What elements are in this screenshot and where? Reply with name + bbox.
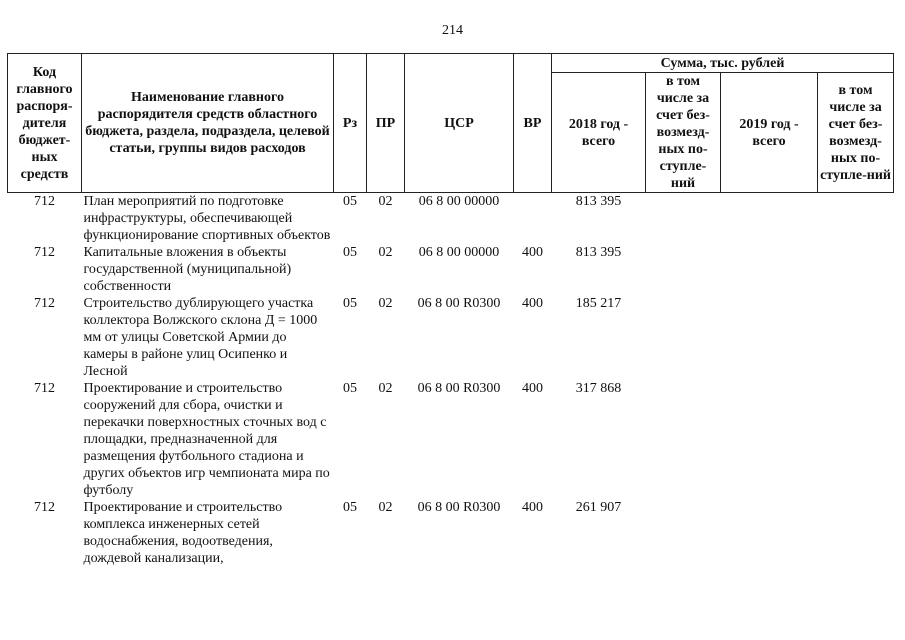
header-gratuitous-2019: в том числе за счет без-возмезд-ных по-ступле-ний (818, 73, 894, 193)
cell-sum-2019 (721, 380, 818, 499)
cell-rz: 05 (343, 245, 357, 260)
cell-gratuitous-2019 (818, 499, 894, 567)
cell-csr: 06 8 00 R0300 (417, 296, 501, 311)
table-row (8, 499, 894, 567)
cell-name: Проектирование и строительство сооружений для сбора, очистки и перекачки поверхностных сточных вод с площадки, предназначенной для размещения футбольного стадиона и других объектов игр чемпионата мира по футболу (83, 381, 330, 498)
cell-csr: 06 8 00 R0300 (417, 500, 501, 515)
cell-csr: 06 8 00 00000 (418, 245, 500, 260)
cell-sum-2018: 813 395 (575, 245, 622, 260)
cell-code: 712 (34, 245, 55, 260)
header-sum-group: Сумма, тыс. рублей (552, 54, 894, 73)
cell-csr: 06 8 00 R0300 (417, 381, 501, 396)
cell-sum-2019 (721, 499, 818, 567)
cell-rz: 05 (343, 194, 357, 209)
cell-gratuitous-2018 (646, 380, 721, 499)
cell-gratuitous-2018 (646, 295, 721, 380)
cell-gratuitous-2018 (646, 193, 721, 245)
cell-sum-2019 (721, 193, 818, 245)
cell-sum-2018: 813 395 (575, 194, 622, 209)
header-sum-2019: 2019 год - всего (721, 73, 818, 193)
cell-code: 712 (34, 296, 55, 311)
cell-pr: 02 (378, 500, 393, 515)
cell-rz: 05 (343, 296, 357, 311)
cell-sum-2018: 261 907 (575, 500, 622, 515)
table-body (8, 193, 894, 568)
cell-gratuitous-2019 (818, 380, 894, 499)
header-csr: ЦСР (405, 54, 514, 193)
cell-gratuitous-2018 (646, 244, 721, 295)
cell-gratuitous-2019 (818, 193, 894, 245)
header-rz: Рз (334, 54, 367, 193)
cell-rz: 05 (343, 381, 357, 396)
cell-gratuitous-2019 (818, 295, 894, 380)
table-row (8, 380, 894, 499)
cell-vr: 400 (522, 500, 543, 515)
cell-pr: 02 (378, 245, 393, 260)
table-row (8, 244, 894, 295)
cell-rz: 05 (343, 500, 357, 515)
cell-pr: 02 (378, 381, 393, 396)
cell-csr: 06 8 00 00000 (418, 194, 500, 209)
cell-gratuitous-2019 (818, 244, 894, 295)
cell-code: 712 (34, 381, 55, 396)
page-number: 214 (442, 23, 463, 38)
header-vr: ВР (514, 54, 552, 193)
cell-sum-2018: 185 217 (575, 296, 622, 311)
cell-vr: 400 (522, 381, 543, 396)
table-row (8, 295, 894, 380)
cell-code: 712 (34, 500, 55, 515)
cell-gratuitous-2018 (646, 499, 721, 567)
cell-vr: 400 (522, 296, 543, 311)
cell-vr (514, 193, 552, 245)
header-sum-2018: 2018 год - всего (552, 73, 646, 193)
header-gratuitous-2018: в том числе за счет без-возмезд-ных по-ступле-ний (646, 73, 721, 193)
cell-name: Строительство дублирующего участка коллектора Волжского склона Д = 1000 мм от улицы Советской Армии до камеры в районе улиц Осипенко и Лесной (83, 296, 318, 379)
cell-vr: 400 (522, 245, 543, 260)
cell-name: Капитальные вложения в объекты государственной (муниципальной) собственности (83, 245, 292, 294)
header-pr: ПР (367, 54, 405, 193)
cell-name: Проектирование и строительство комплекса инженерных сетей водоснабжения, водоотведения, дождевой канализации, (83, 500, 283, 566)
table-header (8, 54, 894, 193)
cell-sum-2018: 317 868 (575, 381, 622, 396)
cell-sum-2019 (721, 295, 818, 380)
table-row (8, 193, 894, 245)
cell-sum-2019 (721, 244, 818, 295)
budget-table (7, 53, 894, 567)
cell-code: 712 (34, 194, 55, 209)
cell-pr: 02 (378, 194, 393, 209)
cell-pr: 02 (378, 296, 393, 311)
header-name: Наименование главного распорядителя средств областного бюджета, раздела, подраздела, целевой статьи, группы видов расходов (82, 54, 334, 193)
header-code: Код главного распоря-дителя бюджет-ных средств (8, 54, 82, 193)
cell-name: План мероприятий по подготовке инфраструктуры, обеспечивающей функционирование спортивных объектов (83, 194, 331, 243)
